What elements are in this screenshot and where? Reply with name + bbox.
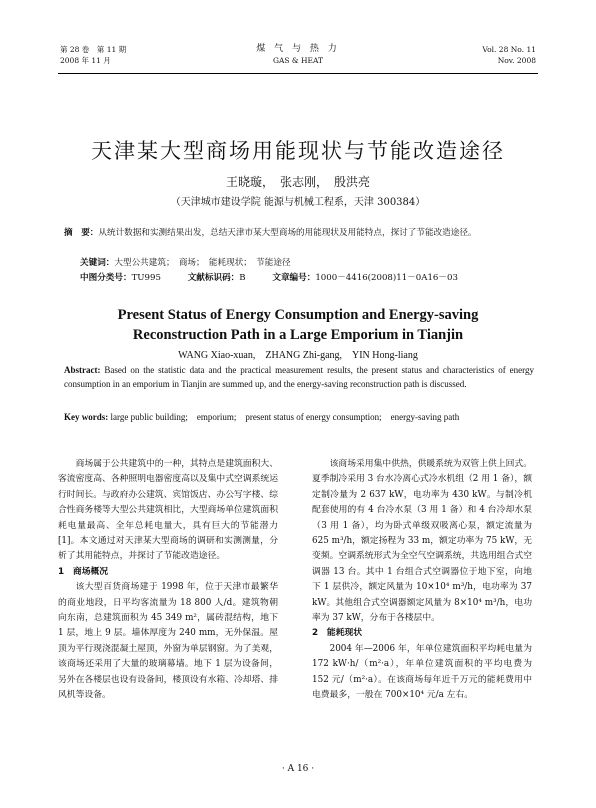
body-column-right	[312, 457, 532, 704]
section-2-paragraph: 2004 年—2006 年，年单位建筑面积平均耗电量为 172 kW·h/（m²·a），年单位建筑面积的平均电费为 152 元/（m²·a）。在该商场每年近千万元的能耗费用中电费最多，一般在 700×10⁴ 元/a 左右。	[312, 643, 532, 701]
keywords-zh-label: 关键词：	[80, 258, 115, 268]
header-journal-zh: 煤 气 与 热 力	[256, 44, 340, 54]
header-vol-zh: 第 28 卷 第 11 期	[60, 45, 127, 54]
body-column-left	[58, 457, 278, 704]
article-no-label: 文章编号：	[272, 273, 316, 283]
keywords-en-text: large public building; emporium; present status of energy consumption; energy-saving path	[110, 412, 460, 422]
page-number: · A 16 ·	[281, 764, 315, 774]
abstract-zh-label: 摘 要：	[64, 228, 99, 238]
doc-code-value: B	[239, 273, 246, 283]
header-volume-en	[482, 44, 536, 66]
clc-value: TU995	[131, 273, 161, 283]
section-2-heading: 2 能耗现状	[312, 628, 363, 639]
keywords-zh	[80, 257, 540, 270]
abstract-zh	[64, 226, 534, 240]
article-no-value: 1000－4416(2008)11－0A16－03	[315, 273, 458, 283]
section-1-heading: 1 商场概况	[58, 566, 109, 577]
intro-paragraph: 商场属于公共建筑中的一种，其特点是建筑面积大、客流密度高、各种照明电器密度高以及集中式空调系统运行时间长。与政府办公建筑、宾馆饭店、办公写字楼、综合性商务楼等大型公共建筑相比，大型商场单位建筑面积耗电量最高、全年总耗电量大，具有巨大的节能潜力[1]。本文通过对天津某大型商场的调研和实测测量，分析了其用能特点，并探讨了节能改造途径。	[58, 459, 278, 562]
doc-code-label: 文献标识码：	[187, 273, 240, 283]
header-journal-en: GAS & HEAT	[272, 56, 323, 65]
keywords-en	[64, 410, 534, 424]
abstract-en	[64, 363, 534, 391]
header-vol-en: Vol. 28 No. 11	[482, 45, 536, 54]
keywords-zh-text: 大型公共建筑； 商场； 能耗现状； 节能途径	[114, 258, 291, 268]
affiliation-zh: （天津城市建设学院 能源与机械工程系，天津 300384）	[170, 197, 426, 208]
clc-label: 中图分类号：	[80, 273, 132, 283]
paper-title-zh: 天津某大型商场用能现状与节能改造途径	[91, 139, 505, 163]
hvac-paragraph: 该商场采用集中供热，供暖系统为双管上供上回式。夏季制冷采用 3 台水冷离心式冷水机组（2 用 1 备），额定制冷量为 2 637 kW，电功率为 430 kW。与制冷机配套使用的有 4 台冷水泵（3 用 1 备）和 4 台冷却水泵（3 用 1 备），均为卧式单级双吸离心泵，额定流量为 625 m³/h，额定扬程为 33 m，额定功率为 75 kW，无变频。空调系统形式为全空气空调系统，共选用组合式空调器 13 台。其中 1 台组合式空调器位于地下室，向地下 1 层供冷，额定风量为 10×10⁴ m³/h，电功率为 37 kW。其他组合式空调器额定风量为 8×10⁴ m³/h，电功率为 37 kW，分布于各楼层中。	[312, 459, 532, 624]
header-date-zh: 2008 年 11 月	[60, 56, 111, 65]
header-rule	[58, 73, 538, 74]
paper-title-en-line2: Reconstruction Path in a Large Emporium in Tianjin	[132, 327, 464, 343]
abstract-en-text: Based on the statistic data and the practical measurement results, the present status and characteristics of energy consumption in an emporium in Tianjin are summed up, and the energy-saving reconstruction path is discussed.	[64, 365, 534, 389]
abstract-zh-text: 从统计数据和实测结果出发，总结天津市某大型商场的用能现状及用能特点，探讨了节能改造途径。	[98, 228, 477, 238]
header-date-en: Nov. 2008	[497, 56, 536, 65]
authors-zh: 王晓璇， 张志刚， 殷洪亮	[225, 175, 370, 189]
classification-row	[80, 272, 550, 285]
abstract-en-label: Abstract:	[64, 365, 101, 375]
paper-title-en	[0, 305, 596, 345]
authors-en: WANG Xiao-xuan, ZHANG Zhi-gang, YIN Hong-liang	[178, 350, 418, 361]
keywords-en-label: Key words:	[64, 412, 109, 422]
section-1-paragraph: 该大型百货商场建于 1998 年，位于天津市最繁华的商业地段，日平均客流量为 18 800 人/d。建筑物朝向东南，总建筑面积为 45 349 m²，属砖混结构，地下 1 层，地上 9 层。墙体厚度为 240 mm，无外保温。屋顶为平行现浇混凝土屋顶，外窗为单层钢窗。为了美观，该商场还采用了大量的玻璃幕墙。地下 1 层为设备间，另外在各楼层也设有设备间，楼顶设有水箱、冷却塔、排风机等设备。	[58, 582, 278, 701]
paper-title-en-line1: Present Status of Energy Consumption and Energy-saving	[117, 307, 479, 323]
